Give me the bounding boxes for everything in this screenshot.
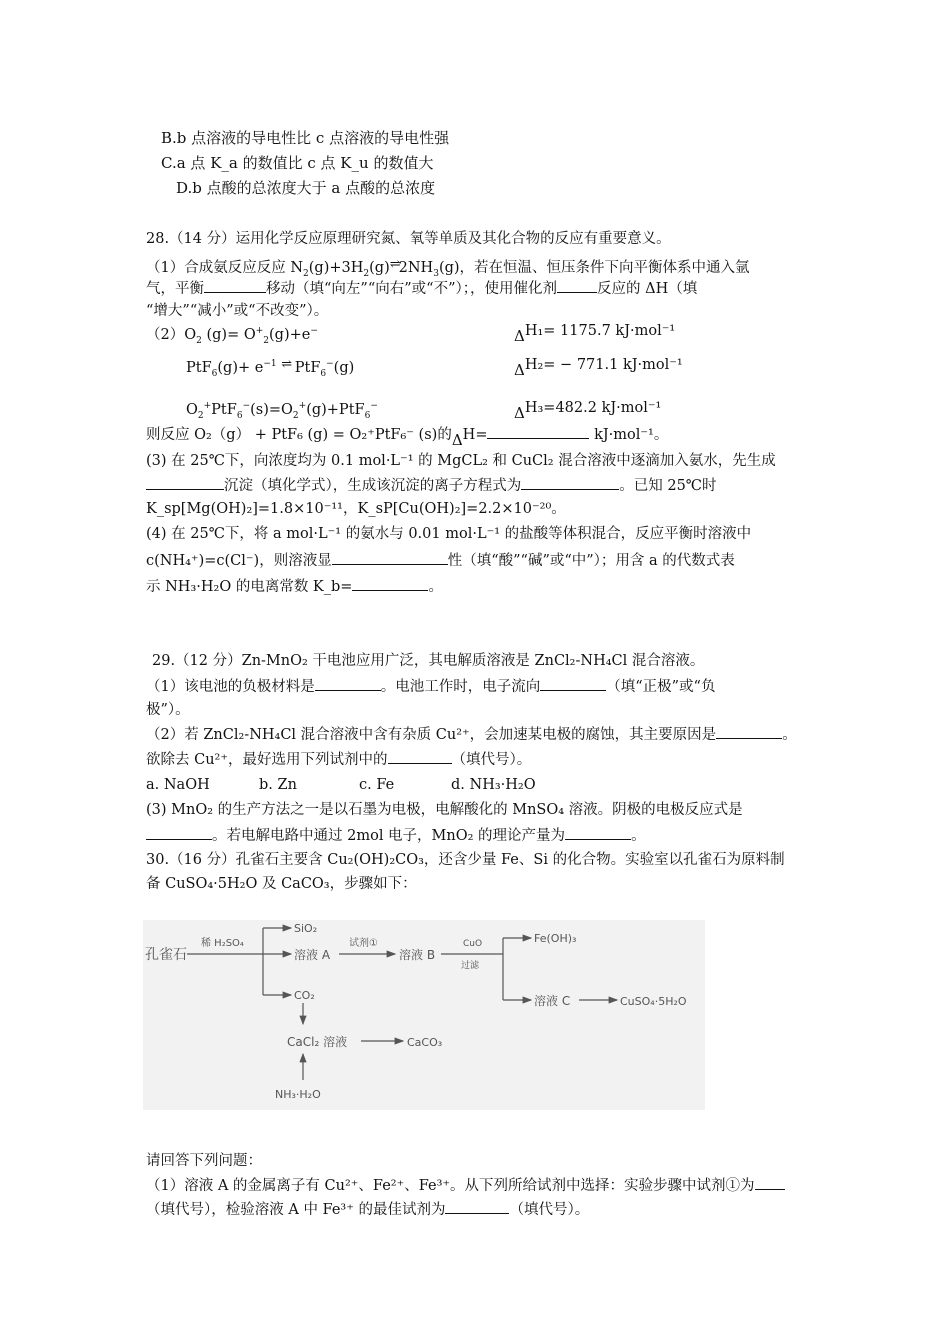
q29-p3-cont: 。若电解电路中通过 2mol 电子，MnO₂ 的理论产量为 。 <box>146 825 646 846</box>
equilibrium-arrow-icon: ⇌ <box>281 357 291 372</box>
q28-eq3: $O_2^+PtF_6^-(s)=O_2^+(g)+PtF_6^-$ <box>186 401 378 421</box>
flow-cacl2: CaCl₂ 溶液 <box>287 1035 348 1049</box>
q28-p1-line2: 气，平衡 移动（填“向左”“向右”或“不”）；，使用催化剂 反应的 ΔH（填 <box>146 278 697 299</box>
blank[interactable] <box>146 825 212 840</box>
q30-p1: （1）溶液 A 的金属离子有 Cu²⁺、Fe²⁺、Fe³⁺。从下列所给试剂中选择：实验步骤中试剂①为 <box>146 1175 785 1196</box>
q28-p2-question: 则反应 O₂（g） + PtF₆ (g) = O₂⁺PtF₆⁻ (s)的ΔH= kJ·mol⁻¹。 <box>146 424 668 450</box>
flow-sio2: SiO₂ <box>294 922 318 935</box>
flow-start: 孔雀石 <box>145 947 187 963</box>
equilibrium-arrow-icon: ⇌ <box>389 257 399 272</box>
choice-a: a. NaOH <box>146 777 210 793</box>
q29-choices <box>146 775 536 795</box>
q28-p4-line3: 示 NH₃·H₂O 的电离常数 K_b= 。 <box>146 576 443 597</box>
q29-p2-cont: 欲除去 Cu²⁺，最好选用下列试剂中的 （填代号）。 <box>146 749 531 770</box>
flow-caco3: CaCO₃ <box>407 1036 443 1049</box>
q28-p3-line2: 沉淀（填化学式），生成该沉淀的离子方程式为 。已知 25℃时 <box>146 475 717 496</box>
q28-p4-line1: (4) 在 25℃下，将 a mol·L⁻¹ 的氨水与 0.01 mol·L⁻¹ 的盐酸等体积混合，反应平衡时溶液中 <box>146 526 752 542</box>
blank[interactable] <box>315 676 381 691</box>
q29-p1: （1）该电池的负极材料是 。电池工作时，电子流向 （填“正极”或“负 <box>146 676 715 697</box>
flow-sol-a: 溶液 A <box>294 948 331 962</box>
flow-co2: CO₂ <box>294 989 315 1002</box>
flow-acid: 稀 H₂SO₄ <box>201 938 244 949</box>
q28-p3-line3: K_sp[Mg(OH)₂]=1.8×10⁻¹¹，K_sP[Cu(OH)₂]=2.2×10⁻²⁰。 <box>146 501 566 517</box>
flow-sol-c: 溶液 C <box>534 994 571 1008</box>
flow-reagent: 试剂① <box>349 938 378 949</box>
blank[interactable] <box>521 475 619 490</box>
q28-p4-line2: c(NH₄⁺)=c(Cl⁻)，则溶液显 性（填“酸”“碱”或“中”）；用含 a 的代数式表 <box>146 550 735 571</box>
option-d: D.b 点酸的总浓度大于 a 点酸的总浓度 <box>176 179 436 197</box>
q28-p1-line3: “增大”“减小”或“不改变”）。 <box>146 303 329 319</box>
q28-eq1: $(2)O_2$ $(g)= O^+_2(g)+e^-$ <box>146 326 318 346</box>
flow-sol-b: 溶液 B <box>399 948 436 962</box>
option-c: C.a 点 K_a 的数值比 c 点 K_u 的数值大 <box>161 154 434 172</box>
blank[interactable] <box>146 475 224 490</box>
q28-eq2: $PtF_6(g)+ e^{-1}$ ⇌ PtF$_6$−(g) <box>186 357 355 379</box>
choice-b: b. Zn <box>259 777 297 793</box>
q30-ask: 请回答下列问题： <box>146 1153 262 1169</box>
flow-nh3: NH₃·H₂O <box>275 1088 321 1101</box>
blank[interactable] <box>388 749 452 764</box>
dh3: ΔH₃=482.2 kJ·mol⁻¹ <box>514 400 662 422</box>
choice-d: d. NH₃·H₂O <box>451 777 536 793</box>
flow-feoh: Fe(OH)₃ <box>534 932 577 945</box>
blank[interactable] <box>487 424 589 439</box>
q28-p3-line1: (3) 在 25℃下，向浓度均为 0.1 mol·L⁻¹ 的 MgCL₂ 和 CuCl₂ 混合溶液中逐滴加入氨水，先生成 <box>146 453 776 469</box>
flow-filter: 过滤 <box>461 961 480 971</box>
q29-p2: （2）若 ZnCl₂-NH₄Cl 混合溶液中含有杂质 Cu²⁺，会加速某电极的腐蚀，其主要原因是 。 <box>146 724 797 745</box>
dh1: ΔH₁= 1175.7 kJ·mol⁻¹ <box>514 323 676 345</box>
blank[interactable] <box>557 278 597 293</box>
flowchart-diagram <box>143 920 705 1110</box>
blank[interactable] <box>352 576 428 591</box>
q29-p1-cont: 极”）。 <box>146 702 190 718</box>
blank[interactable] <box>716 724 782 739</box>
blank[interactable] <box>204 278 266 293</box>
choice-c: c. Fe <box>359 777 395 793</box>
q30-p1-cont: （填代号），检验溶液 A 中 Fe³⁺ 的最佳试剂为 （填代号）。 <box>146 1199 589 1220</box>
blank[interactable] <box>755 1175 785 1190</box>
option-b: B.b 点溶液的导电性比 c 点溶液的导电性强 <box>161 129 450 147</box>
q28-p1-line1: （1）合成氨反应反应 $N_2(g)+3H_2(g)\rightleftharpoons 2NH_3(g)$，若在恒温、恒压条件下向平衡体系中通入氩 <box>146 257 750 279</box>
blank[interactable] <box>445 1199 509 1214</box>
blank[interactable] <box>565 825 631 840</box>
q30-title-cont: 备 CuSO₄·5H₂O 及 CaCO₃，步骤如下： <box>146 876 417 892</box>
q29-title: 29.（12 分）Zn-MnO₂ 干电池应用广泛，其电解质溶液是 ZnCl₂-NH₄Cl 混合溶液。 <box>152 653 705 669</box>
q29-p3: (3) MnO₂ 的生产方法之一是以石墨为电极，电解酸化的 MnSO₄ 溶液。阴极的电极反应式是 <box>146 802 743 818</box>
flow-cuo: CuO <box>463 939 483 949</box>
q28-title: 28.（14 分）运用化学反应原理研究氮、氧等单质及其化合物的反应有重要意义。 <box>146 231 671 247</box>
blank[interactable] <box>540 676 606 691</box>
flow-product: CuSO₄·5H₂O <box>620 995 687 1008</box>
flowchart <box>143 920 705 1110</box>
q30-title: 30.（16 分）孔雀石主要含 Cu₂(OH)₂CO₃，还含少量 Fe、Si 的化合物。实验室以孔雀石为原料制 <box>146 852 785 868</box>
dh2: ΔH₂= − 771.1 kJ·mol⁻¹ <box>514 357 683 379</box>
blank[interactable] <box>332 550 448 565</box>
